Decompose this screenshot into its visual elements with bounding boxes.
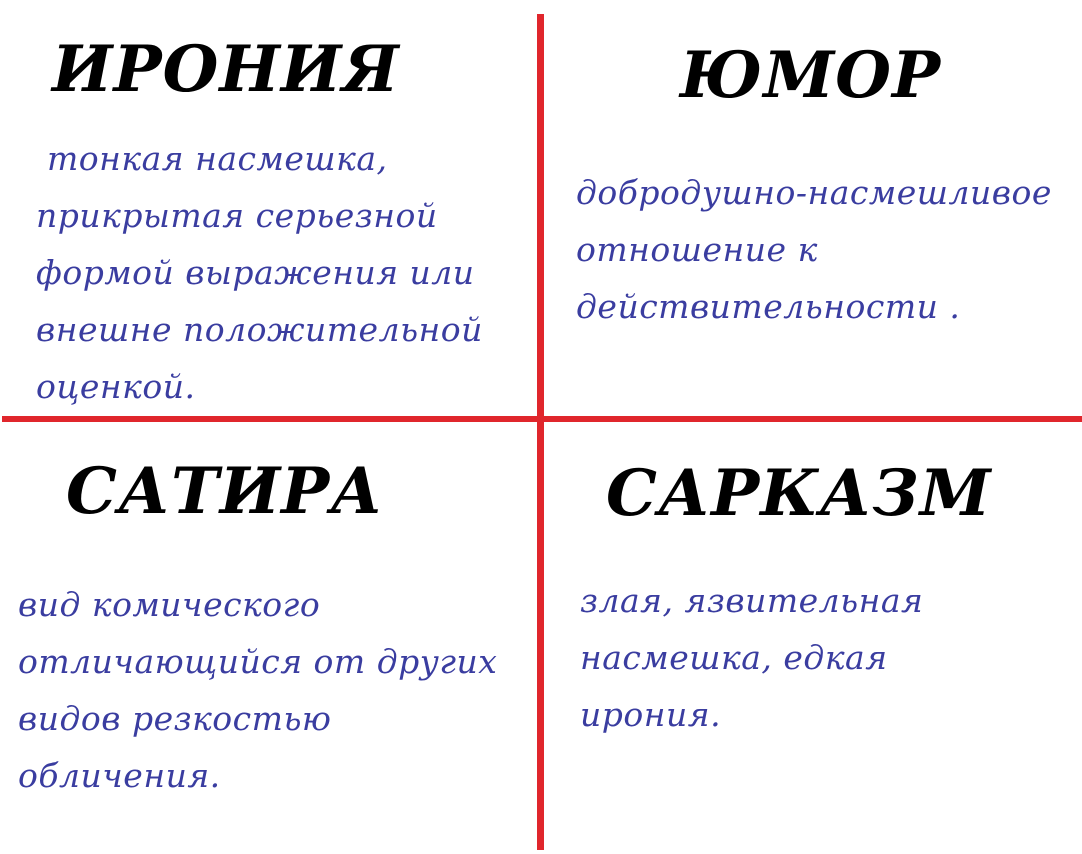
term-irony: ИРОНИЯ [52,32,400,107]
definition-irony: тонкая насмешка, прикрытая серьезной формой выражения или внешне положительной оценкой. [36,139,483,406]
term-satire: САТИРА [66,454,384,529]
term-humor: ЮМОР [680,38,942,113]
term-sarcasm: САРКАЗМ [606,456,992,531]
vertical-divider [537,14,544,850]
definition-sarcasm: злая, язвительная насмешка, едкая ирония. [580,581,924,734]
definition-satire: вид комического отличающийся от других видов резкостью обличения. [18,585,498,795]
horizontal-divider [2,416,1082,422]
definition-humor: добродушно-насмешливое отношение к действительности . [576,173,1052,326]
